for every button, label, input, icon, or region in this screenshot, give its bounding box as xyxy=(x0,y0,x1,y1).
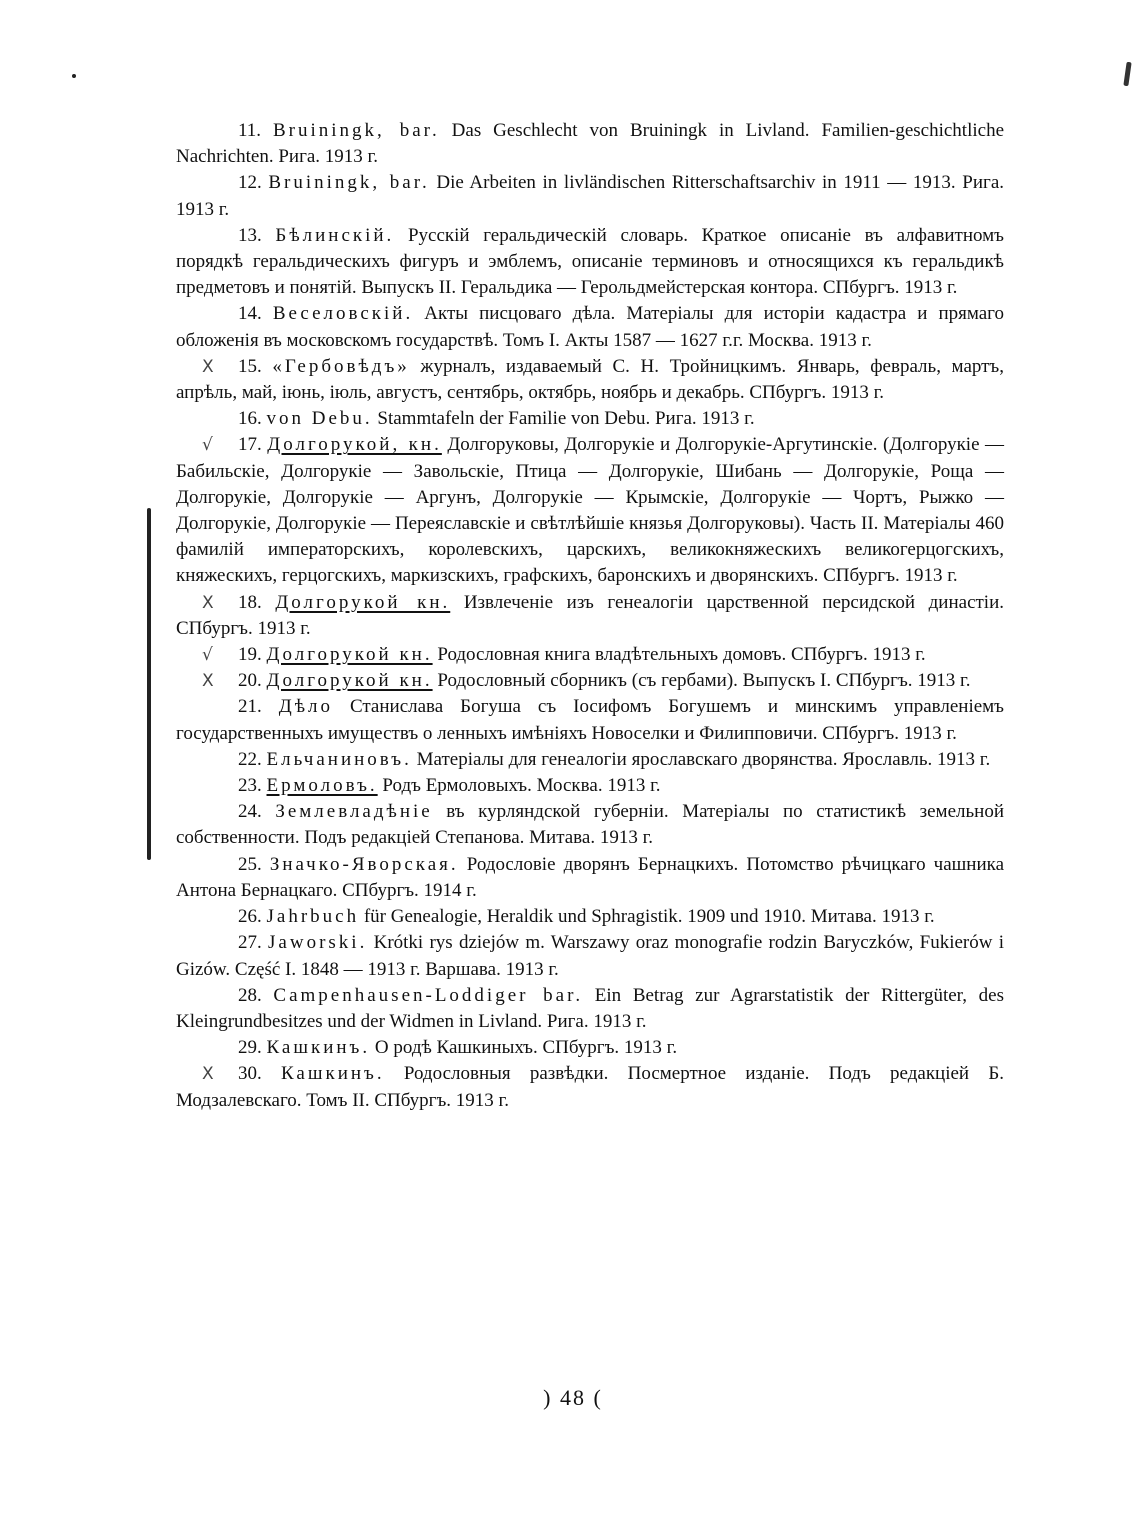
entry-number: 27. xyxy=(238,932,262,954)
entry-text: Die Arbeiten in livländischen Ritterschaftsarchiv in 1911 — 1913. Рига. 1913 г. xyxy=(176,172,1004,220)
entry-number: 29. xyxy=(238,1037,262,1059)
entry-18 xyxy=(176,590,1004,642)
corner-ink-mark xyxy=(1123,62,1131,86)
entry-16 xyxy=(176,406,1004,432)
entry-text: Русскій геральдическій словарь. Краткое описаніе въ алфавитномъ порядкѣ геральдическихъ фигуръ и эмблемъ, описаніе терминовъ и относящихся къ геральдикѣ предметовъ и понятій. Выпускъ II. Геральдика — Герольдмейстерская контора. СПбургъ. 1913 г. xyxy=(176,224,1004,299)
entry-22 xyxy=(176,747,1004,773)
bibliography-list xyxy=(176,118,1004,1114)
entry-author: Долгорукой кн. xyxy=(266,644,433,666)
pencil-mark: X xyxy=(202,1064,214,1085)
entry-number: 23. xyxy=(238,775,262,797)
entry-26 xyxy=(176,904,1004,930)
ink-dot xyxy=(72,74,76,78)
entry-author: «Гербовѣдъ» xyxy=(272,355,410,377)
entry-21 xyxy=(176,694,1004,746)
entry-number: 18. xyxy=(238,591,262,613)
entry-text: Родословный сборникъ (съ гербами). Выпускъ I. СПбургъ. 1913 г. xyxy=(432,670,971,692)
entry-text: Извлеченіе изъ генеалогіи царственной персидской династіи. СПбургъ. 1913 г. xyxy=(176,591,1004,639)
pencil-mark: X xyxy=(202,671,214,692)
entry-number: 15. xyxy=(238,355,262,377)
entry-author: von Debu. xyxy=(266,408,373,430)
entry-text: Матеріалы для генеалогіи ярославскаго дворянства. Ярославль. 1913 г. xyxy=(411,748,991,770)
entry-28 xyxy=(176,983,1004,1035)
entry-author: Ермоловъ. xyxy=(266,775,378,797)
entry-27 xyxy=(176,930,1004,982)
entry-text: О родѣ Кашкиныхъ. СПбургъ. 1913 г. xyxy=(370,1037,678,1059)
entry-number: 21. xyxy=(238,696,262,718)
entry-number: 16. xyxy=(238,408,262,430)
page-number: ) 48 ( xyxy=(543,1385,603,1410)
entry-number: 28. xyxy=(238,984,262,1006)
entry-19 xyxy=(176,642,1004,668)
entry-number: 11. xyxy=(238,120,262,141)
margin-pencil-line xyxy=(147,508,151,860)
entry-author: Долгорукой кн. xyxy=(266,670,433,692)
entry-number: 24. xyxy=(238,801,262,823)
entry-text: Станислава Богуша съ Іосифомъ Богушемъ и минскимъ управленіемъ государственныхъ имуществъ о ленныхъ имѣніяхъ Новоселки и Филипповичи. СПбургъ. 1913 г. xyxy=(176,696,1005,744)
entry-number: 20. xyxy=(238,670,262,692)
entry-text: Krótki rys dziejów m. Warszawy oraz monografie rodzin Baryczków, Fukierów i Gizów. Część I. 1848 — 1913 г. Варшава. 1913 г. xyxy=(176,932,1004,980)
entry-13 xyxy=(176,223,1004,302)
entry-text: Родословныя развѣдки. Посмертное изданіе. Подъ редакціей Б. Модзалевскаго. Томъ II. СПбургъ. 1913 г. xyxy=(176,1063,1004,1111)
entry-author: Jaworski. xyxy=(268,932,368,954)
entry-author: Значко-Яворская. xyxy=(269,853,459,875)
entry-20 xyxy=(176,668,1004,694)
entry-text: журналъ, издаваемый С. Н. Тройницкимъ. Январь, февраль, мартъ, апрѣль, май, іюнь, іюль, августъ, сентябрь, октябрь, ноябрь и декабрь. СПбургъ. 1913 г. xyxy=(176,355,1005,404)
entry-author: Кашкинъ. xyxy=(281,1063,385,1085)
entry-25 xyxy=(176,852,1004,904)
entry-number: 26. xyxy=(238,906,262,928)
entry-text: въ курляндской губерніи. Матеріалы по статистикѣ земельной собственности. Подъ редакціей Степанова. Митава. 1913 г. xyxy=(176,801,1005,849)
entry-author: Bruiningk, bar. xyxy=(268,172,430,194)
entry-text: Stammtafeln der Familie von Debu. Рига. 1913 г. xyxy=(372,408,755,430)
entry-text: Ein Betrag zur Agrarstatistik der Rittergüter, des Kleingrundbesitzes und der Widmen in Livland. Рига. 1913 г. xyxy=(176,984,1004,1032)
entry-number: 17. xyxy=(238,434,262,456)
entry-text: für Genealogie, Heraldik und Sphragistik. 1909 und 1910. Митава. 1913 г. xyxy=(359,906,935,928)
pencil-mark: X xyxy=(202,592,214,613)
entry-author: Землевладѣніе xyxy=(275,801,433,823)
entry-author: Jahrbuch xyxy=(266,906,360,928)
entry-author: Долгорукой кн. xyxy=(275,591,451,613)
entry-author: Campenhausen-Loddiger bar. xyxy=(273,984,584,1006)
entry-number: 14. xyxy=(238,303,262,325)
entry-23 xyxy=(176,773,1004,799)
entry-text: Родословіе дворянъ Бернацкихъ. Потомство рѣчицкаго чашника Антона Бернацкаго. СПбургъ. 1914 г. xyxy=(176,853,1004,901)
entry-number: 25. xyxy=(238,853,262,875)
entry-author: Bruiningk, bar. xyxy=(273,120,440,141)
entry-text: Долгоруковы, Долгорукіе и Долгорукіе-Аргутинскіе. (Долгорукіе — Бабильскіе, Долгорукіе — Завольскіе, Птица — Долгорукіе, Шибань — Долгорукіе, Роща — Долгорукіе, Долгорукіе — Аргунъ, Долгорукіе — Крымскіе, Долгорукіе — Чортъ, Рыжко — Долгорукіе, Долгорукіе — Переяславскіе и свѣтлѣйшіе князья Долгоруковы). Часть II. Матеріалы 460 фамилій императорскихъ, королевскихъ, царскихъ, великокняжескихъ великогерцогскихъ, княжескихъ, герцогскихъ, маркизскихъ, графскихъ, баронскихъ и дворянскихъ. СПбургъ. 1913 г. xyxy=(176,434,1005,587)
entry-number: 12. xyxy=(238,172,262,194)
entry-12 xyxy=(176,170,1004,222)
entry-author: Бѣлинскій. xyxy=(275,224,395,246)
entry-author: Кашкинъ. xyxy=(266,1037,371,1059)
entry-text: Das Geschlecht von Bruiningk in Livland. Familien-geschichtliche Nachrichten. Рига. 1913 г. xyxy=(176,120,1005,168)
entry-number: 19. xyxy=(238,644,262,666)
entry-author: Дѣло xyxy=(278,696,333,718)
entry-text: Акты писцоваго дѣла. Матеріалы для исторіи кадастра и прямаго обложенія въ московскомъ государствѣ. Томъ I. Акты 1587 — 1627 г.г. Москва. 1913 г. xyxy=(176,303,1004,351)
entry-number: 30. xyxy=(238,1063,262,1085)
pencil-mark: √ xyxy=(202,435,213,456)
entry-29 xyxy=(176,1035,1004,1061)
entry-15 xyxy=(176,354,1004,406)
entry-30 xyxy=(176,1061,1004,1113)
pencil-mark: √ xyxy=(202,645,213,666)
entry-text: Родъ Ермоловыхъ. Москва. 1913 г. xyxy=(377,775,661,797)
pencil-mark: X xyxy=(202,356,214,377)
entry-text: Родословная книга владѣтельныхъ домовъ. СПбургъ. 1913 г. xyxy=(432,644,926,666)
entry-24 xyxy=(176,799,1004,851)
entry-author: Долгорукой, кн. xyxy=(267,434,442,456)
entry-14 xyxy=(176,301,1004,353)
entry-17 xyxy=(176,432,1004,589)
entry-number: 22. xyxy=(238,748,262,770)
entry-11 xyxy=(176,118,1004,170)
entry-author: Ельчаниновъ. xyxy=(266,748,412,770)
entry-number: 13. xyxy=(238,224,262,246)
entry-author: Веселовскій. xyxy=(272,303,414,325)
